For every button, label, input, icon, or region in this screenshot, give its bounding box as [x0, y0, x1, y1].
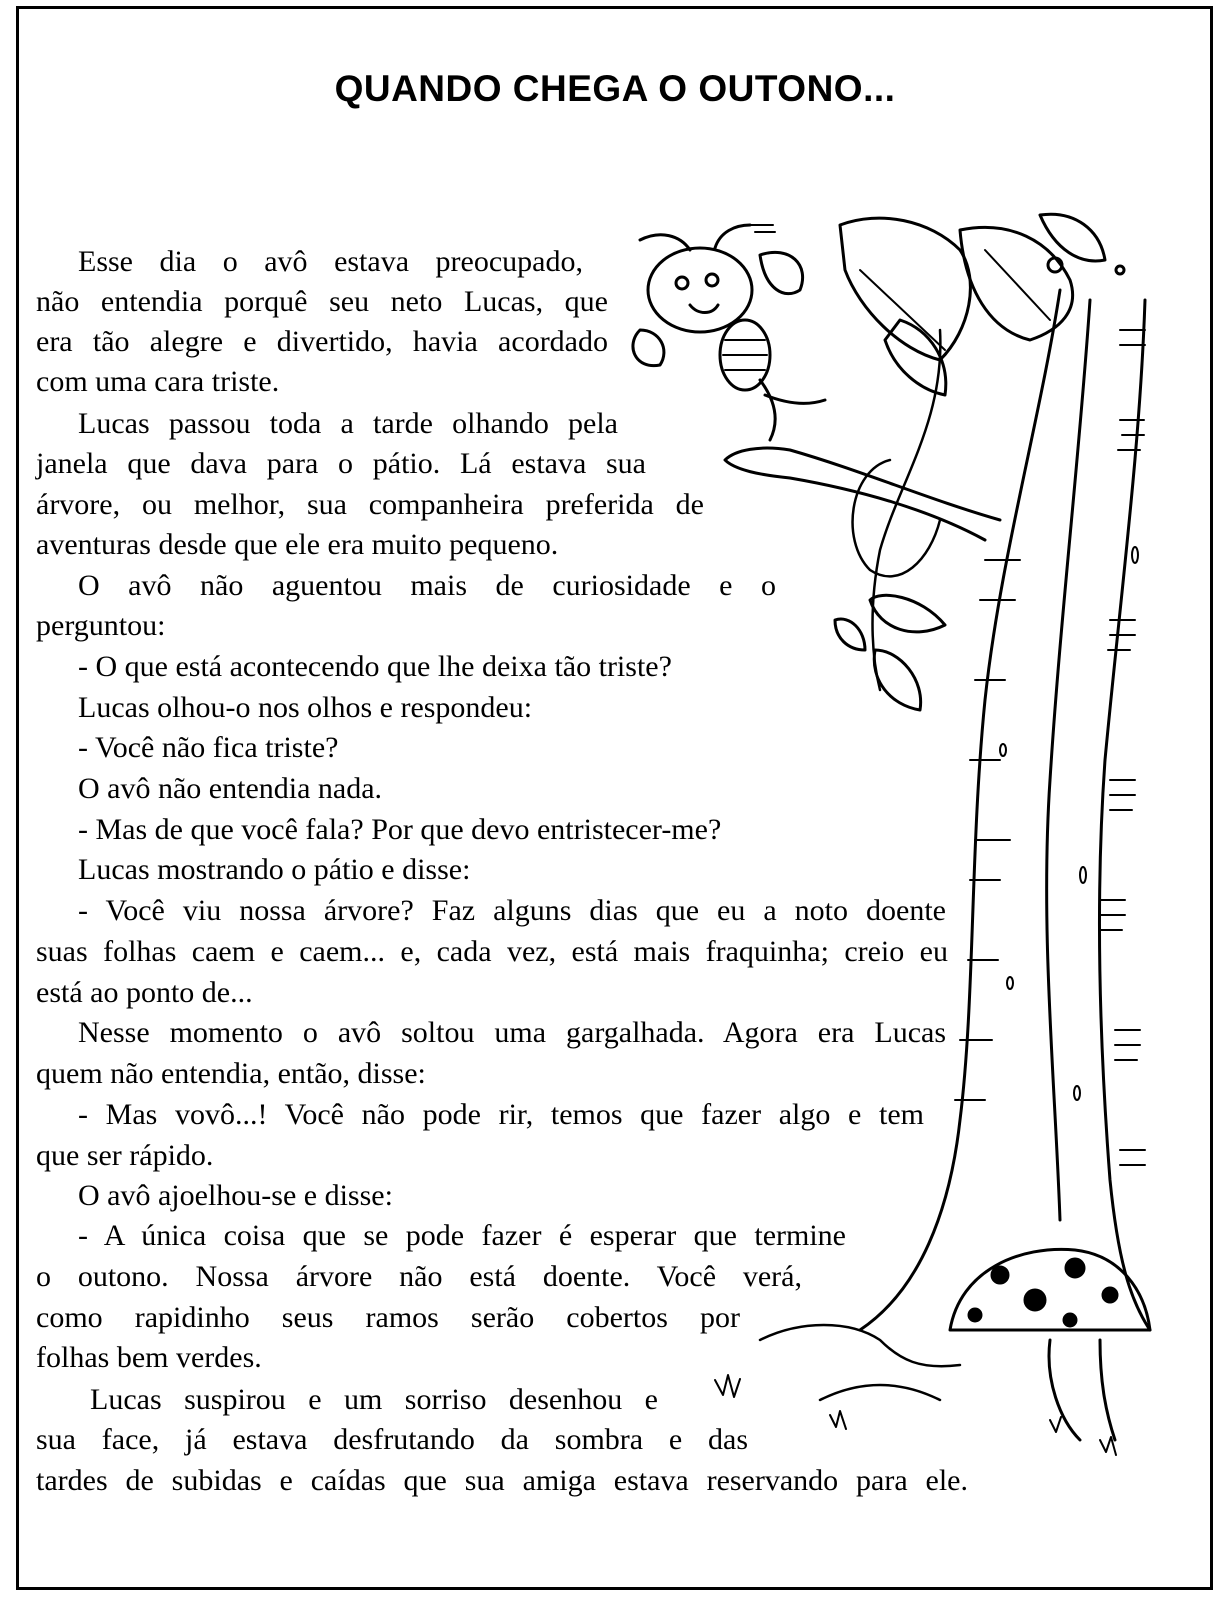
spotted-mushroom [950, 1249, 1150, 1440]
text-line: Lucas olhou-o nos olhos e respondeu: [78, 691, 533, 724]
tree-trunk-right-edge [1100, 300, 1150, 1330]
vine-loop [853, 460, 940, 576]
text-line: tardes de subidas e caídas que sua amiga estava reservando para ele. [36, 1464, 968, 1497]
text-line: perguntou: [36, 609, 166, 642]
text-line: Nesse momento o avô soltou uma gargalhada. Agora era Lucas [78, 1016, 946, 1049]
text-line: não entendia porquê seu neto Lucas, que [36, 285, 608, 318]
tree-foliage [840, 214, 1124, 395]
text-line: que ser rápido. [36, 1139, 214, 1172]
tree-trunk-inner-line [1047, 300, 1090, 1220]
tree-branch [725, 448, 1000, 540]
text-line: Esse dia o avô estava preocupado, [78, 245, 583, 278]
tree-trunk-left-edge [860, 290, 1060, 1330]
text-line: árvore, ou melhor, sua companheira preferida de [36, 488, 704, 521]
text-line: O avô não aguentou mais de curiosidade e o [78, 569, 776, 602]
text-line: como rapidinho seus ramos serão cobertos por [36, 1301, 740, 1334]
text-line: suas folhas caem e caem... e, cada vez, está mais fraquinha; creio eu [36, 935, 948, 968]
text-line: - A única coisa que se pode fazer é esperar que termine [78, 1219, 846, 1252]
text-line: o outono. Nossa árvore não está doente. Você verá, [36, 1260, 802, 1293]
text-line: - Você viu nossa árvore? Faz alguns dias que eu a noto doente [78, 894, 946, 927]
text-line: - O que está acontecendo que lhe deixa tão triste? [78, 650, 672, 683]
text-line: quem não entendia, então, disse: [36, 1057, 426, 1090]
text-line: O avô não entendia nada. [78, 772, 383, 805]
vine-leaves [835, 595, 945, 710]
text-line: folhas bem verdes. [36, 1341, 262, 1374]
text-line: - Mas vovô...! Você não pode rir, temos que fazer algo e tem [78, 1098, 924, 1131]
text-line: Lucas suspirou e um sorriso desenhou e [90, 1383, 658, 1416]
text-line: com uma cara triste. [36, 365, 280, 398]
text-line: O avô ajoelhou-se e disse: [78, 1179, 393, 1212]
text-line: janela que dava para o pátio. Lá estava sua [36, 447, 646, 480]
text-line: era tão alegre e divertido, havia acordado [36, 325, 608, 358]
text-line: aventuras desde que ele era muito pequeno. [36, 528, 559, 561]
text-line: - Mas de que você fala? Por que devo entristecer-me? [78, 813, 722, 846]
hanging-vine [873, 330, 941, 690]
text-line: - Você não fica triste? [78, 731, 339, 764]
bee-character [633, 225, 825, 440]
tree-roots [760, 1325, 960, 1400]
grass [715, 1375, 1116, 1455]
text-line: Lucas mostrando o pátio e disse: [78, 853, 471, 886]
page-title: QUANDO CHEGA O OUTONO... [334, 68, 896, 109]
text-line: Lucas passou toda a tarde olhando pela [78, 407, 618, 440]
text-line: está ao ponto de... [36, 976, 253, 1009]
text-line: sua face, já estava desfrutando da sombra e das [36, 1423, 748, 1456]
